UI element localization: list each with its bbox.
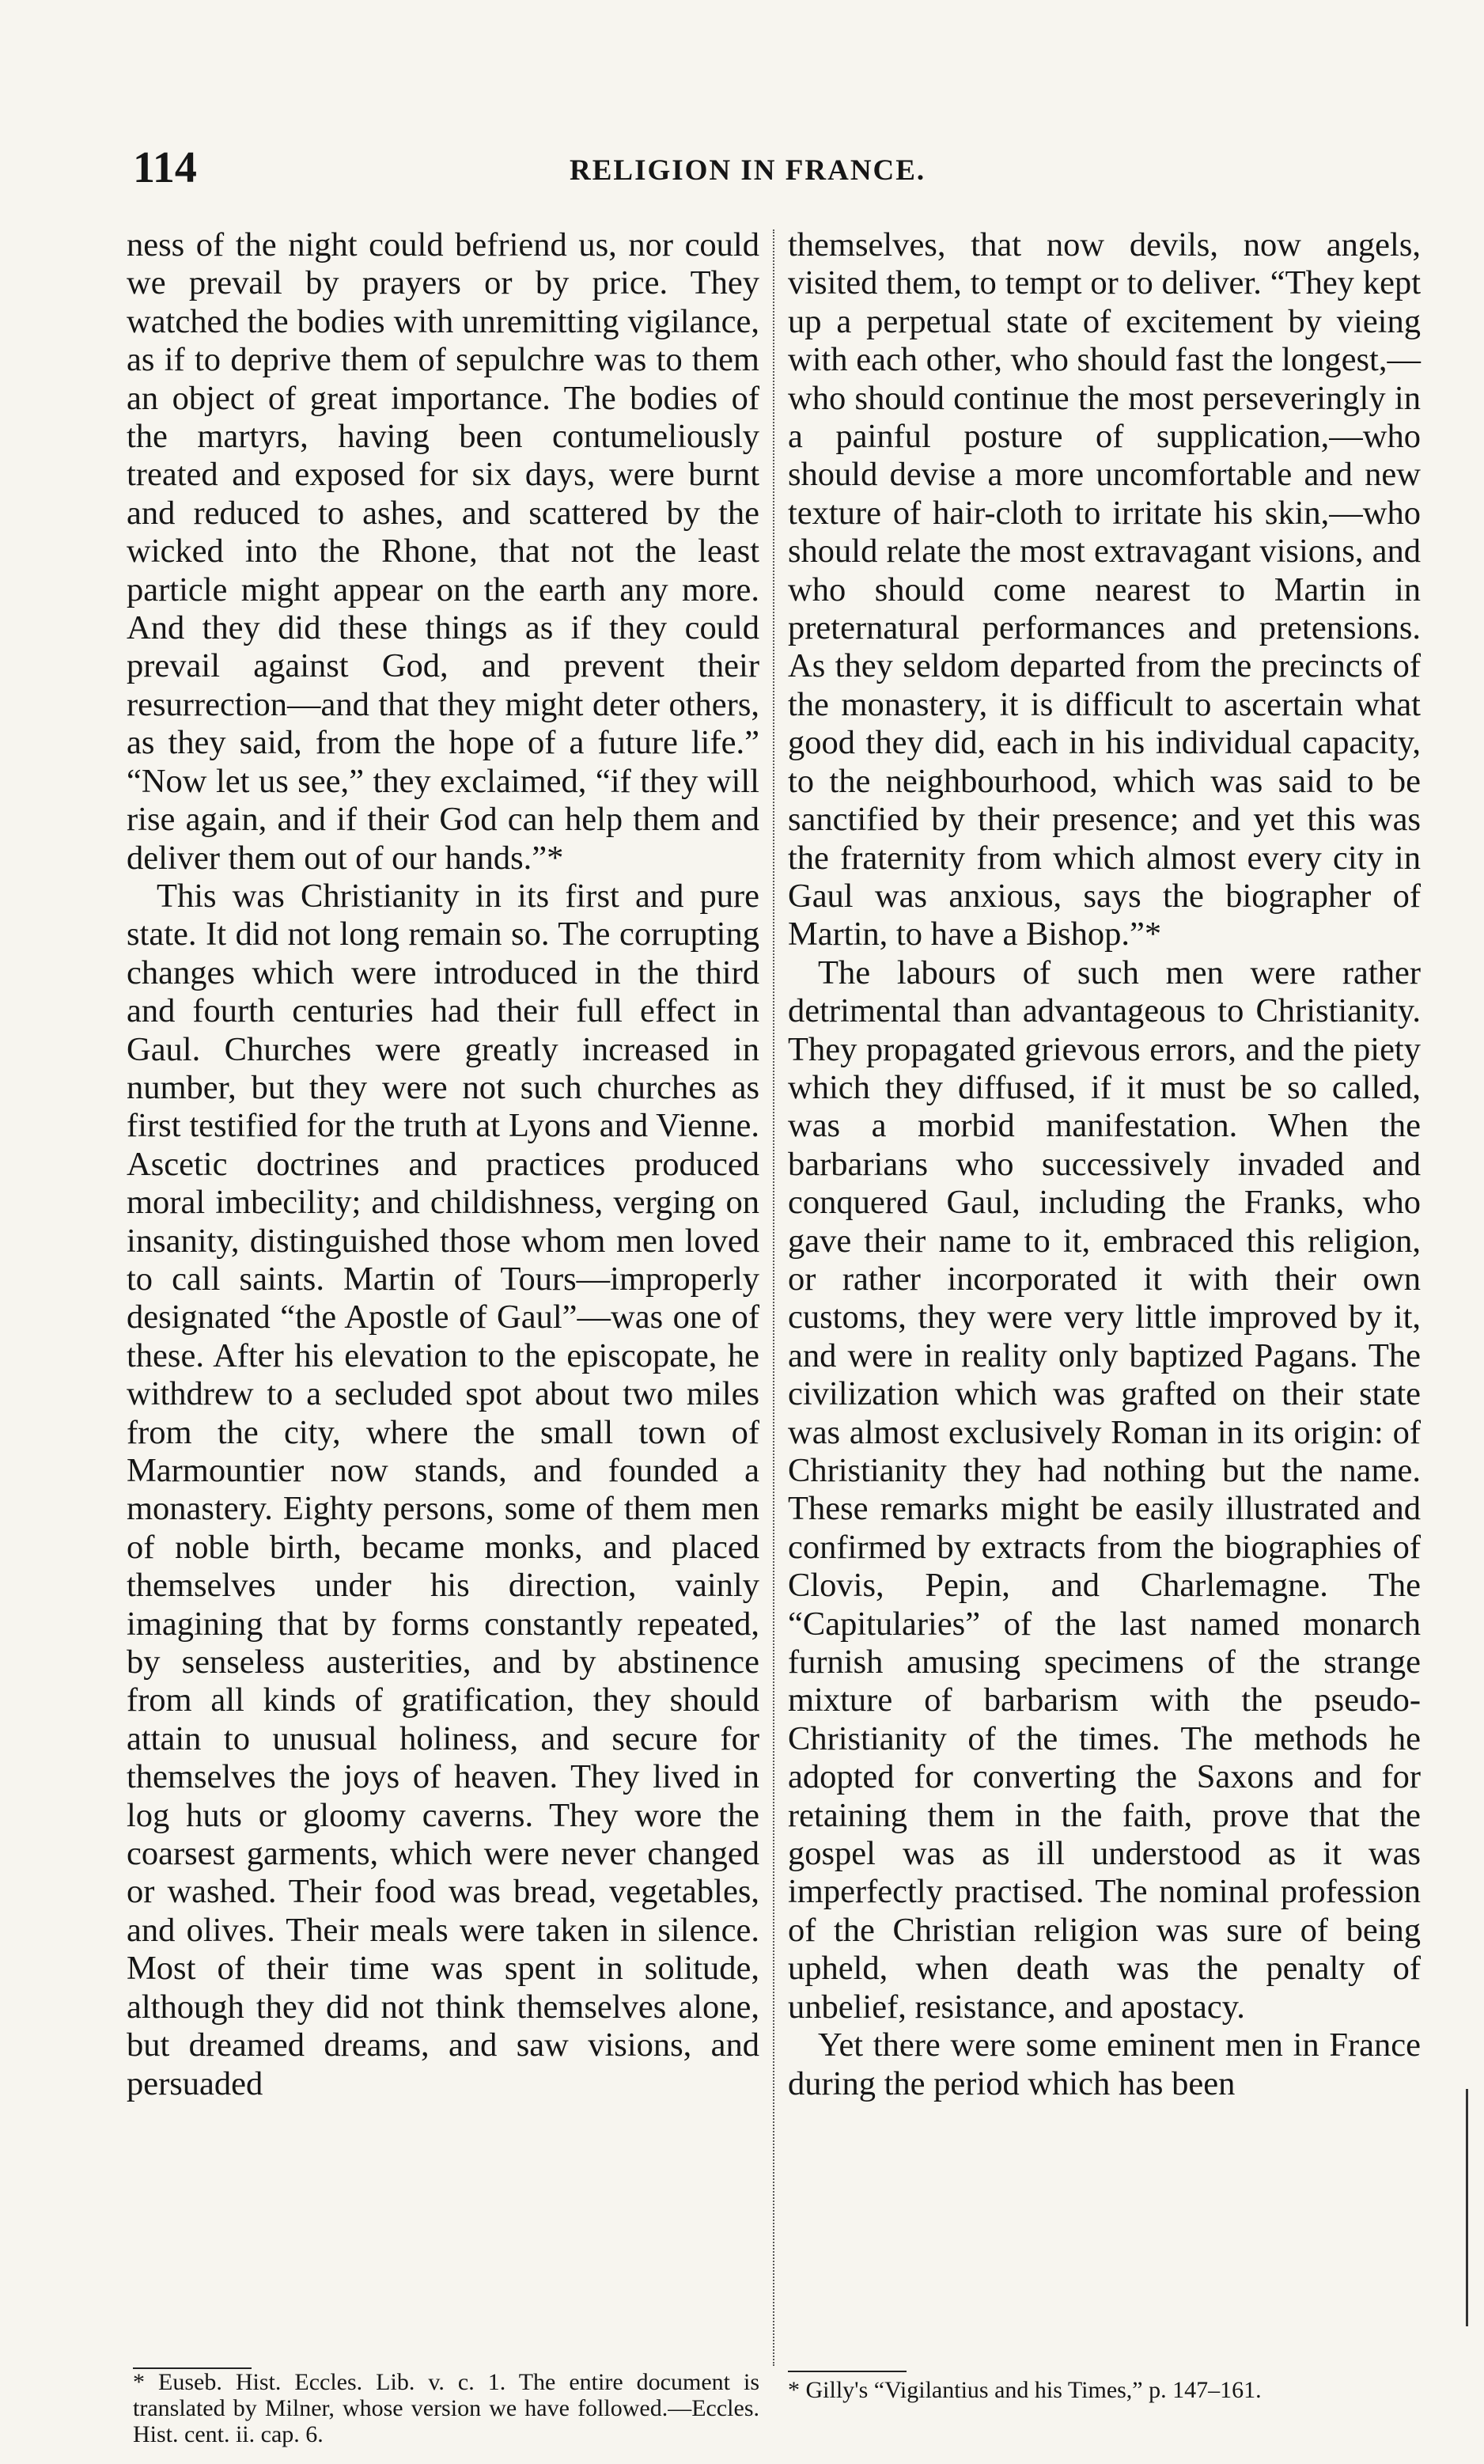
page-edge-line (1466, 2089, 1468, 2326)
left-paragraph-1: ness of the night could befriend us, nor could we prevail by prayers or by price. They watched the bodies with unremitting vigilance, as if to deprive them of sepulchre was to them an object of great importance. The bodies of the martyrs, having been contumeliously treated and exposed for six days, were burnt and reduced to ashes, and scattered by the wicked into the Rhone, that not the least particle might appear on the earth any more. And they did these things as if they could prevail against God, and prevent their resurrection—and that they might deter others, as they said, from the hope of a future life.” “Now let us see,” they exclaimed, “if they will rise again, and if their God can help them and deliver them out of our hands.”* (127, 226, 759, 877)
right-paragraph-2: The labours of such men were rather detrimental than advantageous to Christianity. They propagated grievous errors, and the piety which they diffused, if it must be so called, was a morbid manifestation. When the barbarians who successively invaded and conquered Gaul, including the Franks, who gave their name to it, embraced this religion, or rather incorporated it with their own customs, they were very little improved by it, and were in reality only baptized Pagans. The civilization which was grafted on their state was almost exclusively Roman in its origin: of Christianity they had nothing but the name. These remarks might be easily illustrated and confirmed by extracts from the biographies of Clovis, Pepin, and Charlemagne. The “Capitularies” of the last named monarch furnish amusing specimens of the strange mixture of barbarism with the pseudo-Christianity of the times. The methods he adopted for converting the Saxons and for retaining them in the faith, prove that the gospel was as ill understood as it was imperfectly practised. The nominal profession of the Christian religion was sure of being upheld, when death was the penalty of unbelief, resistance, and apostacy. (788, 953, 1421, 2026)
footnote-right: * Gilly's “Vigilantius and his Times,” p. 147–161. (788, 2377, 1262, 2403)
left-column (127, 226, 759, 2103)
right-column (788, 226, 1421, 2103)
page-number: 114 (133, 143, 197, 192)
footnote-left: * Euseb. Hist. Eccles. Lib. v. c. 1. The entire document is translated by Milner, whose version we have followed.—Eccles. Hist. cent. ii. cap. 6. (133, 2369, 759, 2447)
right-paragraph-3: Yet there were some eminent men in France during the period which has been (788, 2026, 1421, 2102)
left-paragraph-2: This was Christianity in its first and pure state. It did not long remain so. The corrupting changes which were introduced in the third and fourth centuries had their full effect in Gaul. Churches were greatly increased in number, but they were not such churches as first testified for the truth at Lyons and Vienne. Ascetic doctrines and practices produced moral imbecility; and childishness, verging on insanity, distinguished those whom men loved to call saints. Martin of Tours—improperly designated “the Apostle of Gaul”—was one of these. After his elevation to the episcopate, he withdrew to a secluded spot about two miles from the city, where the small town of Marmountier now stands, and founded a monastery. Eighty persons, some of them men of noble birth, became monks, and placed themselves under his direction, vainly imagining that by forms constantly repeated, by senseless austerities, and by abstinence from all kinds of gratification, they should attain to unusual holiness, and secure for themselves the joys of heaven. They lived in log huts or gloomy caverns. They wore the coarsest garments, which were never changed or washed. Their food was bread, vegetables, and olives. Their meals were taken in silence. Most of their time was spent in solitude, although they did not think themselves alone, but dreamed dreams, and saw visions, and persuaded (127, 877, 759, 2102)
footnote-rule-right (788, 2371, 907, 2372)
right-paragraph-1: themselves, that now devils, now angels, visited them, to tempt or to deliver. “They kept up a perpetual state of excitement by vieing with each other, who should fast the longest,—who should continue the most perseveringly in a painful posture of supplication,—who should devise a more uncomfortable and new texture of hair-cloth to irritate his skin,—who should relate the most extravagant visions, and who should come nearest to Martin in preternatural performances and pretensions. As they seldom departed from the precincts of the monastery, it is difficult to ascertain what good they did, each in his individual capacity, to the neighbourhood, which was said to be sanctified by their presence; and yet this was the fraternity from which almost every city in Gaul was anxious, says the biographer of Martin, to have a Bishop.”* (788, 226, 1421, 953)
column-divider (773, 229, 774, 2366)
running-title: RELIGION IN FRANCE. (570, 154, 926, 187)
